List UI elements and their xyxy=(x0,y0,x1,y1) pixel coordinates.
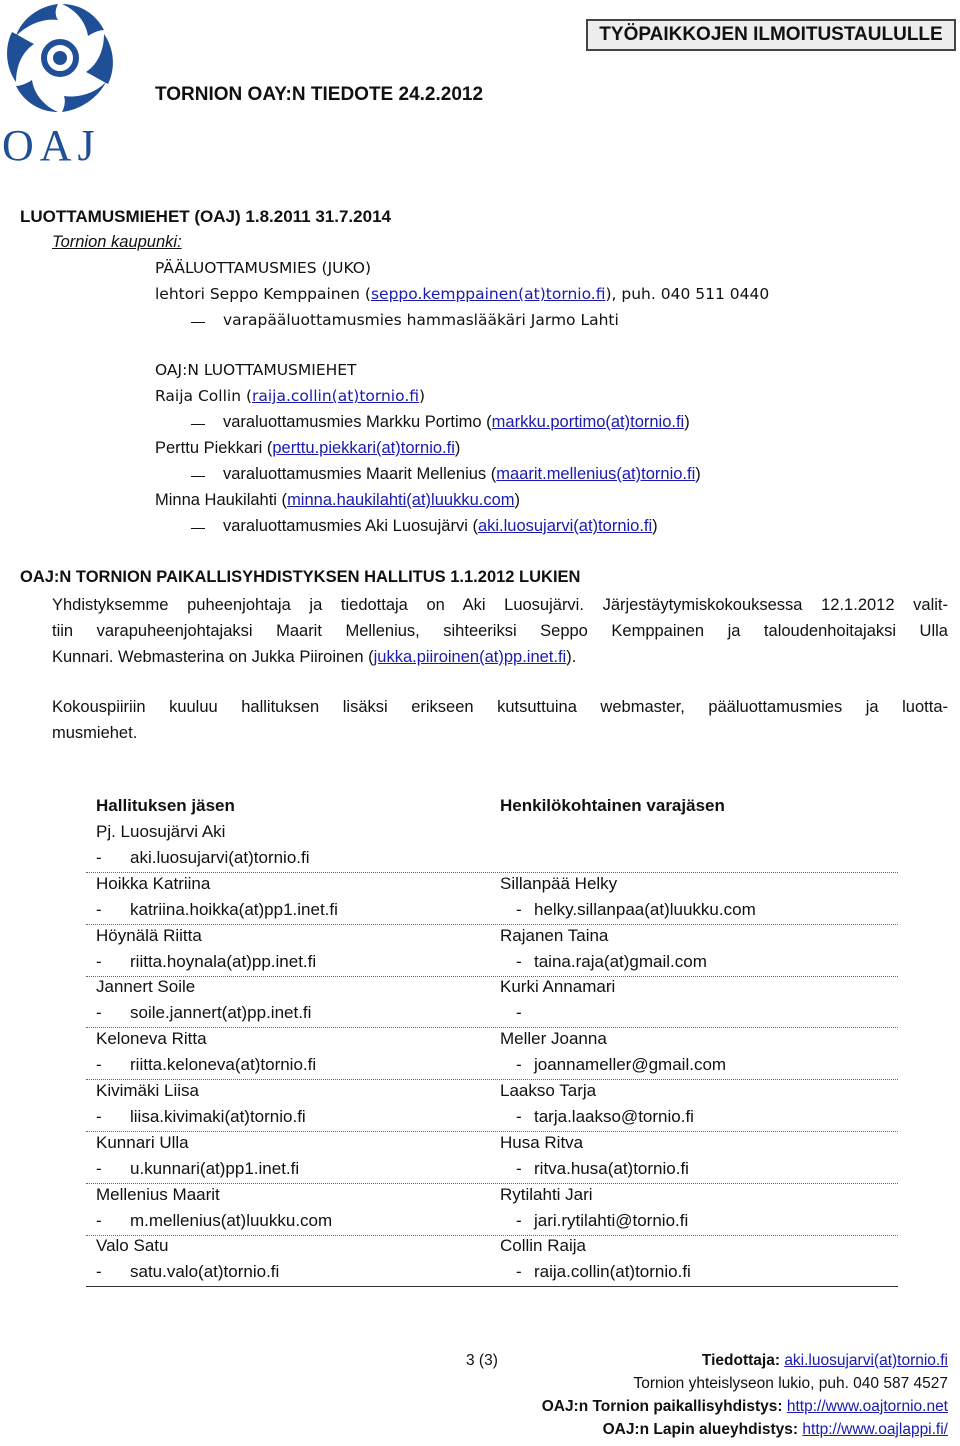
deputy-name: Rytilahti Jari xyxy=(500,1184,593,1204)
meeting-paragraph: Kokouspiiriin kuuluu hallituksen lisäksi erikseen kutsuttuina webmaster, pääluottamusmies ja luotta- musmiehet. xyxy=(52,698,948,742)
footer-local: OAJ:n Tornion paikallisyhdistys: http://www.oajtornio.net xyxy=(541,1398,948,1415)
dash-bullet: - xyxy=(516,1210,522,1230)
dash-bullet xyxy=(191,424,205,425)
deputy-name: Laakso Tarja xyxy=(500,1081,597,1100)
member-email: u.kunnari(at)pp1.inet.fi xyxy=(130,1158,300,1178)
chief-line: lehtori Seppo Kemppainen (seppo.kemppainen(at)tornio.fi), puh. 040 511 0440 xyxy=(155,285,770,303)
dash-bullet: - xyxy=(516,1262,522,1282)
dash-bullet: - xyxy=(516,899,522,919)
row-divider xyxy=(86,924,898,925)
regional-url-link[interactable]: http://www.oajlappi.fi/ xyxy=(802,1421,948,1438)
dash-bullet: - xyxy=(516,1003,522,1023)
dash-bullet: - xyxy=(516,1055,522,1075)
deputy-email: ritva.husa(at)tornio.fi xyxy=(534,1158,689,1178)
oaj-swirl-icon xyxy=(0,0,120,170)
member-name: Valo Satu xyxy=(96,1236,169,1256)
rep2-deputy-email-link[interactable]: maarit.mellenius(at)tornio.fi xyxy=(496,465,696,483)
oaj-logo xyxy=(0,0,120,170)
dash-bullet xyxy=(191,476,205,477)
local-url-link[interactable]: http://www.oajtornio.net xyxy=(786,1398,948,1415)
board-table xyxy=(86,796,898,1296)
member-email: katriina.hoikka(at)pp1.inet.fi xyxy=(130,899,338,919)
member-name: Kivimäki Liisa xyxy=(96,1081,199,1100)
dash-bullet: - xyxy=(96,1158,102,1178)
webmaster-email-link[interactable]: jukka.piiroinen(at)pp.inet.fi xyxy=(373,648,567,666)
section-heading-representatives: LUOTTAMUSMIEHET (OAJ) 1.8.2011 31.7.2014 xyxy=(20,207,391,226)
employer-label: Tornion kaupunki: xyxy=(52,233,182,251)
rep3-deputy-line: varaluottamusmies Aki Luosujärvi (aki.luosujarvi(at)tornio.fi) xyxy=(223,517,658,536)
row-divider xyxy=(86,1027,898,1028)
member-email: riitta.hoynala(at)pp.inet.fi xyxy=(130,951,317,971)
member-name: Hoikka Katriina xyxy=(96,873,211,893)
chief-title: PÄÄLUOTTAMUSMIES (JUKO) xyxy=(155,259,372,277)
dash-bullet: - xyxy=(516,951,522,971)
deputy-name: Meller Joanna xyxy=(500,1029,607,1049)
chief-email-link[interactable]: seppo.kemppainen(at)tornio.fi xyxy=(370,285,606,303)
rep2-line: Perttu Piekkari (perttu.piekkari(at)tornio.fi) xyxy=(155,439,461,457)
rep2-email-link[interactable]: perttu.piekkari(at)tornio.fi xyxy=(272,439,455,457)
dash-bullet xyxy=(191,528,205,529)
row-divider xyxy=(86,976,898,977)
member-name: Jannert Soile xyxy=(96,977,196,997)
deputy-name: Kurki Annamari xyxy=(500,977,616,997)
footer-regional: OAJ:n Lapin alueyhdistys: http://www.oajlappi.fi/ xyxy=(602,1421,948,1438)
member-name: Pj. Luosujärvi Aki xyxy=(96,822,226,841)
deputy-email: helky.sillanpaa(at)luukku.com xyxy=(534,899,756,919)
deputy-email: joannameller@gmail.com xyxy=(534,1055,727,1075)
rep2-deputy-line: varaluottamusmies Maarit Mellenius (maarit.mellenius(at)tornio.fi) xyxy=(223,465,701,484)
member-name: Kunnari Ulla xyxy=(96,1132,189,1152)
col-header-deputy: Henkilökohtainen varajäsen xyxy=(500,796,725,815)
rep1-email-link[interactable]: raija.collin(at)tornio.fi xyxy=(252,387,420,405)
member-name: Mellenius Maarit xyxy=(96,1184,220,1204)
member-email: aki.luosujarvi(at)tornio.fi xyxy=(130,848,310,867)
board-paragraph: Yhdistyksemme puheenjohtaja ja tiedottaja on Aki Luosujärvi. Järjestäytymiskokouksessa 12.1.2012 valit- tiin varapuheenjohtajaksi Maarit Mellenius, sihteeriksi Seppo Kemppainen ja taloudenhoitajaksi Ulla Kunnari. Webmasterina on Jukka Piiroinen (jukka.piiroinen(at)pp.inet.fi). xyxy=(52,596,948,666)
footer-school: Tornion yhteislyseon lukio, puh. 040 587 4527 xyxy=(633,1375,948,1392)
section-heading-board: OAJ:N TORNION PAIKALLISYHDISTYKSEN HALLITUS 1.1.2012 LUKIEN xyxy=(20,568,581,586)
oaj-reps-title: OAJ:N LUOTTAMUSMIEHET xyxy=(155,361,357,379)
member-name: Keloneva Ritta xyxy=(96,1029,207,1049)
rep1-line: Raija Collin (raija.collin(at)tornio.fi) xyxy=(155,387,426,405)
rep3-email-link[interactable]: minna.haukilahti(at)luukku.com xyxy=(287,491,515,509)
banner-title: TYÖPAIKKOJEN ILMOITUSTAULULLE xyxy=(586,19,956,51)
dash-bullet: - xyxy=(96,1262,102,1282)
member-email: riitta.keloneva(at)tornio.fi xyxy=(130,1055,317,1075)
dash-bullet: - xyxy=(96,1003,102,1023)
informer-email-link[interactable]: aki.luosujarvi(at)tornio.fi xyxy=(784,1352,948,1369)
member-email: liisa.kivimaki(at)tornio.fi xyxy=(130,1107,306,1126)
footer-informer: Tiedottaja: aki.luosujarvi(at)tornio.fi xyxy=(701,1352,948,1369)
deputy-name: Collin Raija xyxy=(500,1236,586,1256)
deputy-name: Sillanpää Helky xyxy=(500,873,618,893)
logo-text: OAJ xyxy=(2,121,101,170)
dash-bullet: - xyxy=(516,1158,522,1178)
page-title: TORNION OAY:N TIEDOTE 24.2.2012 xyxy=(155,84,484,105)
dash-bullet: - xyxy=(96,1055,102,1075)
dash-bullet xyxy=(191,322,205,323)
member-email: m.mellenius(at)luukku.com xyxy=(130,1210,333,1230)
deputy-name: Husa Ritva xyxy=(500,1132,584,1152)
row-divider xyxy=(86,1079,898,1080)
dash-bullet: - xyxy=(96,1210,102,1230)
dash-bullet: - xyxy=(96,1107,102,1126)
deputy-email: taina.raja(at)gmail.com xyxy=(534,951,707,971)
rep1-deputy-email-link[interactable]: markku.portimo(at)tornio.fi xyxy=(491,413,685,431)
deputy-chief-line: varapääluottamusmies hammaslääkäri Jarmo Lahti xyxy=(223,311,619,329)
row-divider xyxy=(86,1131,898,1132)
dash-bullet: - xyxy=(96,848,102,867)
deputy-email: tarja.laakso@tornio.fi xyxy=(534,1107,694,1126)
rep3-line: Minna Haukilahti (minna.haukilahti(at)luukku.com) xyxy=(155,491,521,509)
rep3-deputy-email-link[interactable]: aki.luosujarvi(at)tornio.fi xyxy=(477,517,653,535)
col-header-member: Hallituksen jäsen xyxy=(96,796,235,815)
page-number: 3 (3) xyxy=(466,1352,498,1369)
dash-bullet: - xyxy=(516,1107,522,1126)
dash-bullet: - xyxy=(96,899,102,919)
member-email: satu.valo(at)tornio.fi xyxy=(130,1262,280,1282)
dash-bullet: - xyxy=(96,951,102,971)
row-divider xyxy=(86,1235,898,1236)
deputy-name: Rajanen Taina xyxy=(500,925,609,945)
row-divider xyxy=(86,1286,898,1287)
deputy-email: raija.collin(at)tornio.fi xyxy=(534,1262,691,1282)
deputy-email: jari.rytilahti@tornio.fi xyxy=(534,1210,689,1230)
rep1-deputy-line: varaluottamusmies Markku Portimo (markku.portimo(at)tornio.fi) xyxy=(223,413,690,432)
member-name: Höynälä Riitta xyxy=(96,925,202,945)
member-email: soile.jannert(at)pp.inet.fi xyxy=(130,1003,312,1023)
